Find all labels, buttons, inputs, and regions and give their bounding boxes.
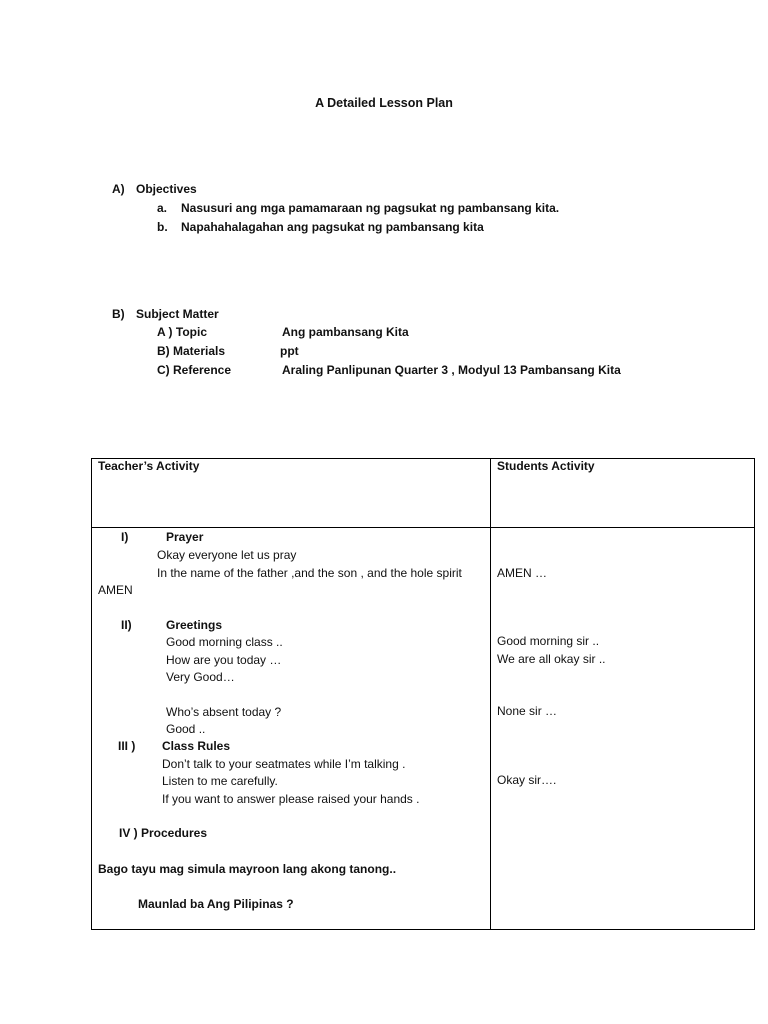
student-response-okay-sir: Okay sir…. xyxy=(497,773,557,787)
greetings-line-3: Very Good… xyxy=(166,670,235,684)
objective-a-marker: a. xyxy=(157,201,168,215)
materials-label: B) Materials xyxy=(157,344,226,358)
document-title: A Detailed Lesson Plan xyxy=(315,96,453,110)
reference-label: C) Reference xyxy=(157,363,232,377)
objective-a-text: Nasusuri ang mga pamamaraan ng pagsukat ng pambansang kita. xyxy=(181,201,560,215)
objectives-marker: A) xyxy=(112,182,125,196)
procedures-line-2: Maunlad ba Ang Pilipinas ? xyxy=(138,897,294,911)
subject-matter-marker: B) xyxy=(112,307,125,321)
prayer-number: I) xyxy=(121,530,129,544)
class-rules-line-1: Don’t talk to your seatmates while I’m talking . xyxy=(162,757,406,771)
class-rules-heading: Class Rules xyxy=(162,739,231,753)
greetings-line-2: How are you today … xyxy=(166,653,282,667)
reference-value: Araling Panlipunan Quarter 3 , Modyul 13 Pambansang Kita xyxy=(282,363,621,377)
prayer-line-2: In the name of the father ,and the son , and the hole spirit xyxy=(157,566,462,580)
student-response-okay: We are all okay sir .. xyxy=(497,652,606,666)
student-response-none: None sir … xyxy=(497,704,558,718)
students-activity-header: Students Activity xyxy=(497,459,595,473)
topic-label: A ) Topic xyxy=(157,325,207,339)
greetings-number: II) xyxy=(121,618,132,632)
procedures-line-1: Bago tayu mag simula mayroon lang akong tanong.. xyxy=(98,862,397,876)
class-rules-line-2: Listen to me carefully. xyxy=(162,774,278,788)
greetings-heading: Greetings xyxy=(166,618,223,632)
objective-b-text: Napahahalagahan ang pagsukat ng pambansang kita xyxy=(181,220,484,234)
greetings-line-4: Who’s absent today ? xyxy=(166,705,282,719)
table-border-left xyxy=(91,458,92,930)
table-column-divider xyxy=(490,458,491,930)
topic-value: Ang pambansang Kita xyxy=(282,325,409,339)
table-border-right xyxy=(754,458,755,930)
prayer-heading: Prayer xyxy=(166,530,204,544)
class-rules-number: III ) xyxy=(118,739,136,753)
greetings-line-5: Good .. xyxy=(166,722,206,736)
student-response-good-morning: Good morning sir .. xyxy=(497,634,600,648)
greetings-line-1: Good morning class .. xyxy=(166,635,283,649)
materials-value: ppt xyxy=(280,344,299,358)
class-rules-line-3: If you want to answer please raised your hands . xyxy=(162,792,420,806)
subject-matter-heading: Subject Matter xyxy=(136,307,219,321)
table-border-bottom xyxy=(91,929,755,930)
student-response-amen: AMEN … xyxy=(497,566,548,580)
prayer-line-3: AMEN xyxy=(98,583,133,597)
table-header-divider xyxy=(91,527,755,528)
teacher-activity-header: Teacher’s Activity xyxy=(98,459,200,473)
prayer-line-1: Okay everyone let us pray xyxy=(157,548,297,562)
procedures-heading: IV ) Procedures xyxy=(119,826,208,840)
objective-b-marker: b. xyxy=(157,220,168,234)
objectives-heading: Objectives xyxy=(136,182,197,196)
